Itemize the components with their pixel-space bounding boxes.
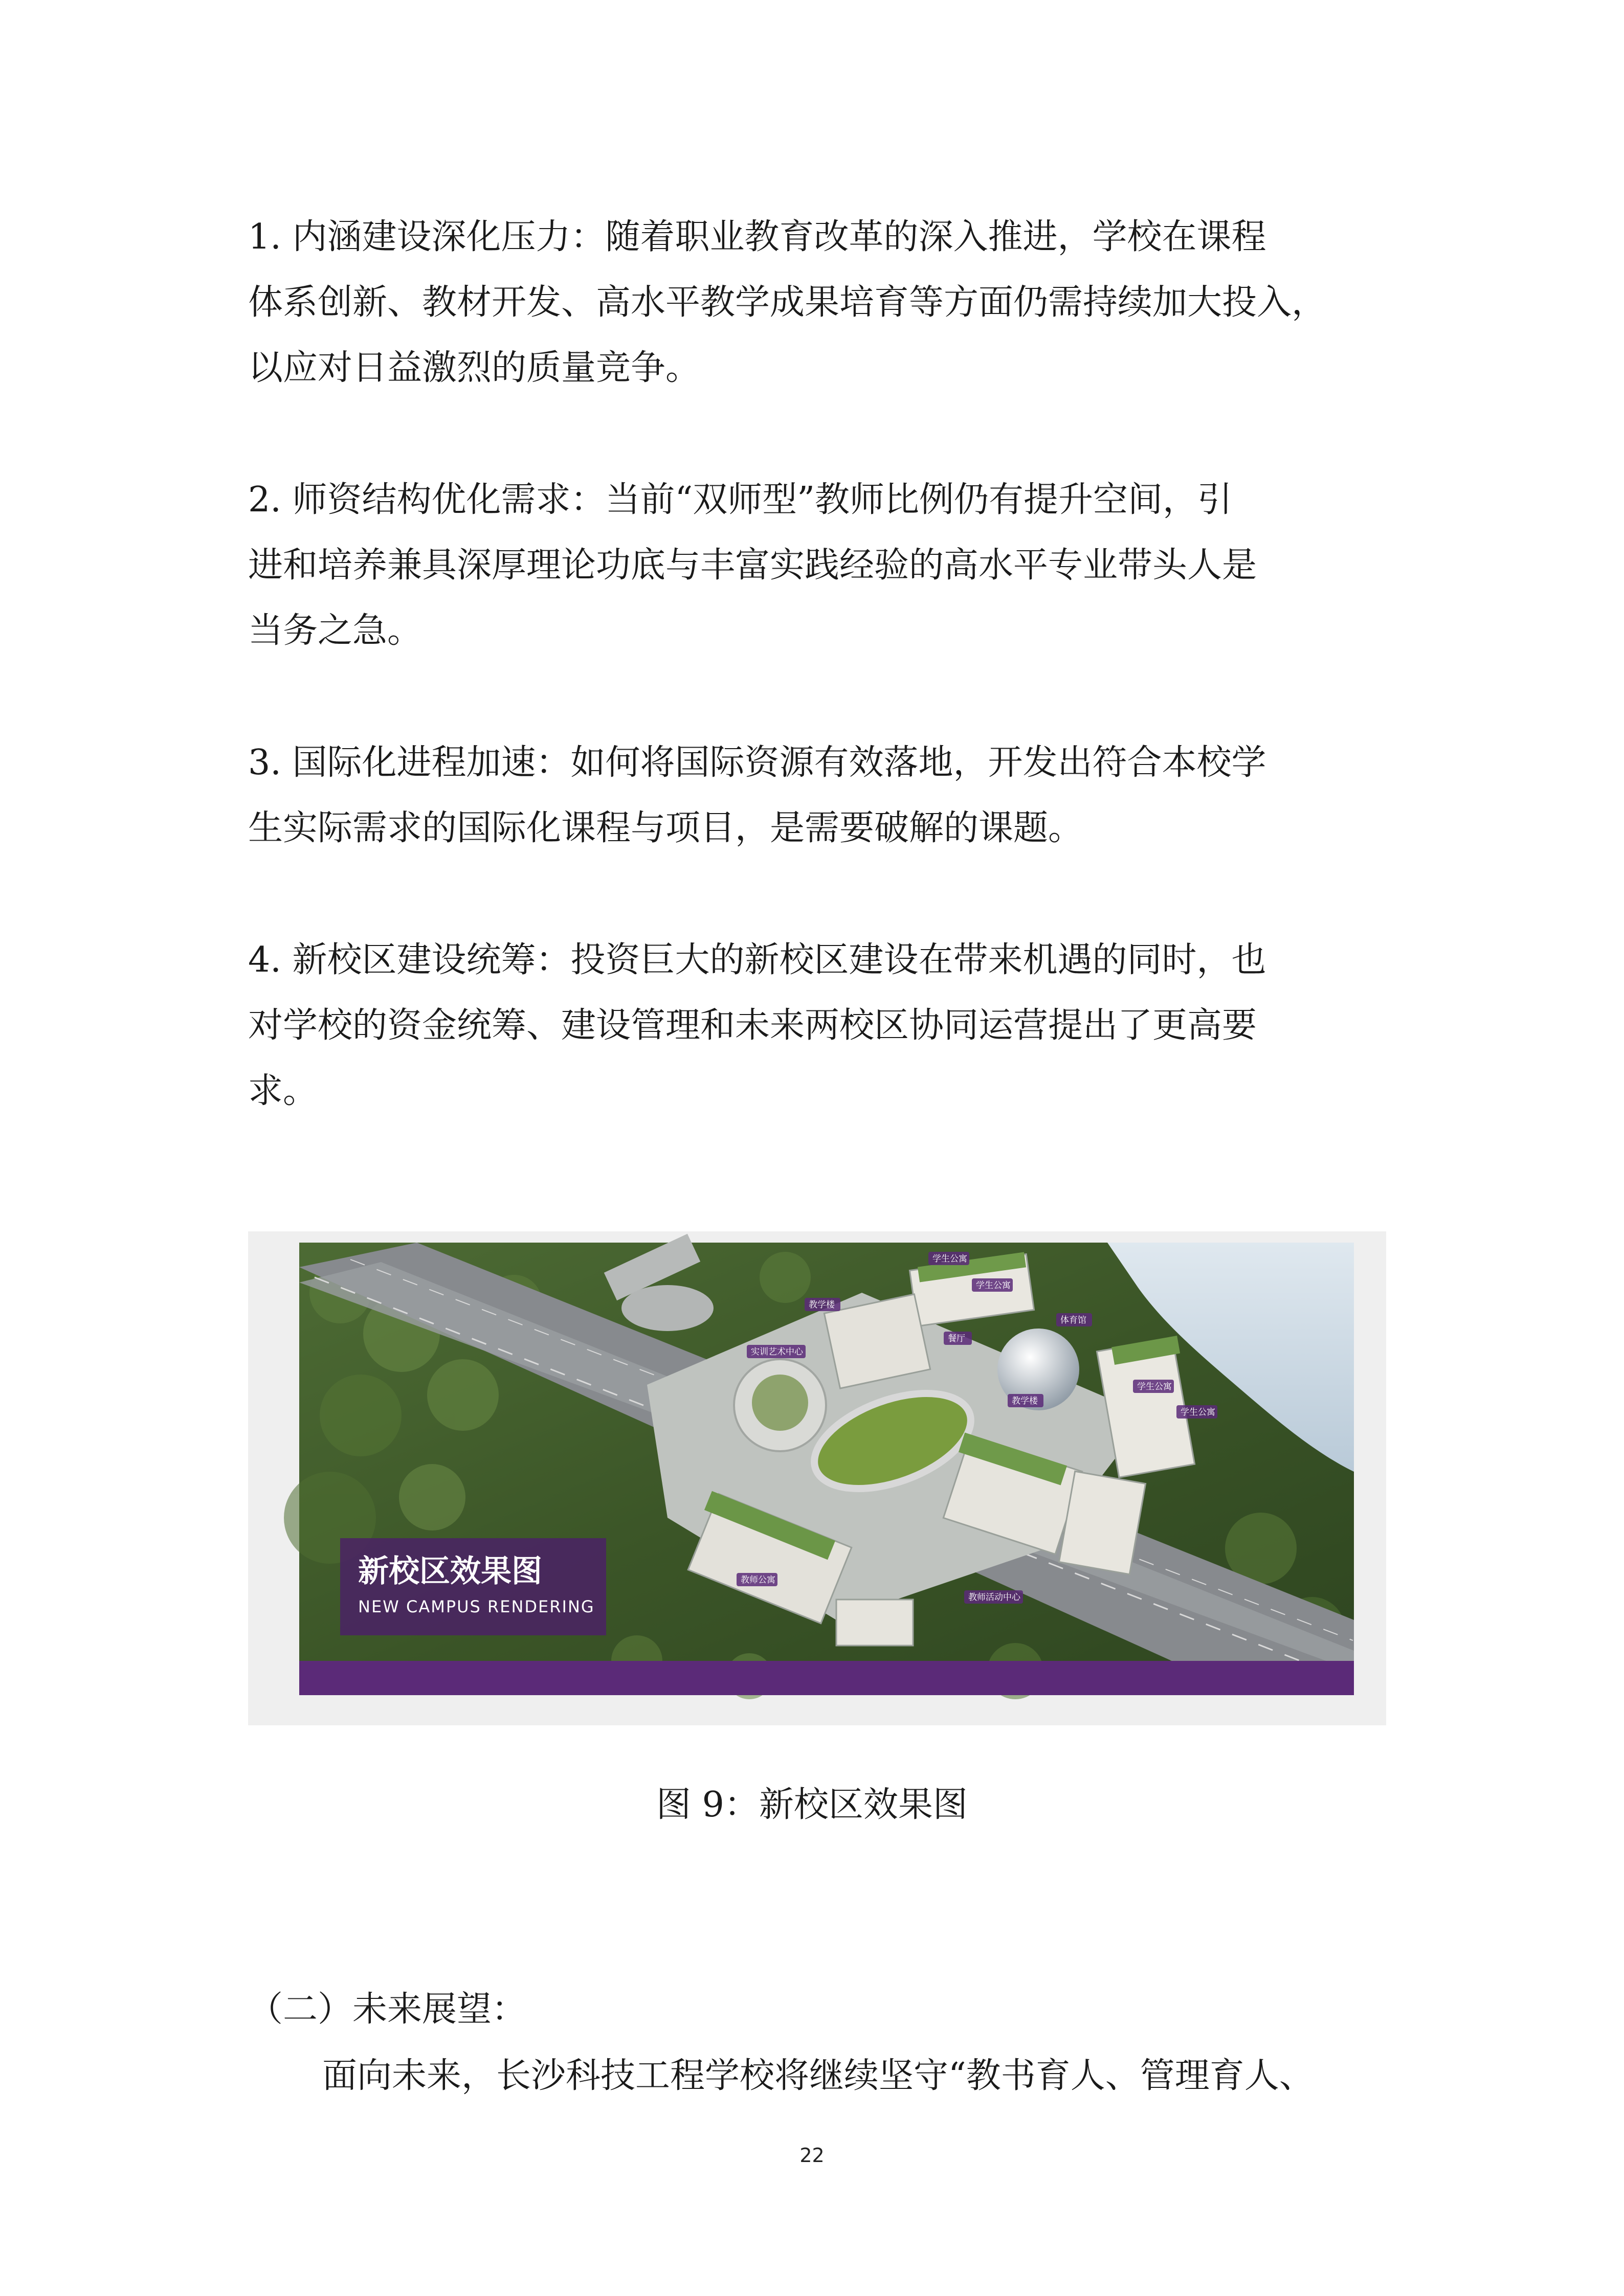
label-tag bbox=[1176, 1405, 1217, 1419]
paragraph-2 bbox=[248, 467, 1386, 664]
campus-rendering-image bbox=[248, 1231, 1386, 1725]
label-tag bbox=[1056, 1313, 1092, 1326]
building-label: 教师公寓 bbox=[741, 1575, 775, 1585]
building-label: 学生公寓 bbox=[1181, 1407, 1215, 1417]
label-tag bbox=[737, 1573, 777, 1586]
building-label: 学生公寓 bbox=[932, 1254, 967, 1264]
label-tag bbox=[805, 1298, 840, 1311]
paragraph-line: 3. 国际化进程加速：如何将国际资源有效落地，开发出符合本校学 bbox=[248, 742, 1266, 783]
building-label: 学生公寓 bbox=[976, 1280, 1011, 1291]
paragraph-line: 体系创新、教材开发、高水平教学成果培育等方面仍需持续加大投入， bbox=[248, 282, 1327, 323]
paragraph-3 bbox=[248, 730, 1386, 861]
section-heading: （二）未来展望： bbox=[248, 1989, 527, 2030]
label-tag bbox=[747, 1345, 806, 1358]
label-tag bbox=[928, 1252, 969, 1265]
building-label: 教师活动中心 bbox=[968, 1592, 1020, 1603]
figure-caption: 图 9：新校区效果图 bbox=[656, 1785, 968, 1825]
overlay-subtitle: NEW CAMPUS RENDERING bbox=[358, 1597, 595, 1616]
paragraph-line: 当务之急。 bbox=[248, 611, 422, 651]
purple-banner bbox=[299, 1661, 1354, 1695]
label-tag bbox=[964, 1590, 1023, 1604]
paragraph-line: 生实际需求的国际化课程与项目，是需要破解的课题。 bbox=[248, 808, 1083, 848]
building-label: 教学楼 bbox=[1012, 1396, 1038, 1406]
paragraph-line: 4. 新校区建设统筹：投资巨大的新校区建设在带来机遇的同时，也 bbox=[248, 940, 1266, 980]
building-label: 实训艺术中心 bbox=[751, 1347, 803, 1357]
paragraph-line: 2. 师资结构优化需求：当前“双师型”教师比例仍有提升空间，引 bbox=[248, 480, 1233, 520]
paragraph-line: 进和培养兼具深厚理论功底与丰富实践经验的高水平专业带头人是 bbox=[248, 545, 1257, 586]
paragraph-line: 以应对日益激烈的质量竞争。 bbox=[248, 348, 701, 388]
overlay-title: 新校区效果图 bbox=[358, 1554, 542, 1589]
body-paragraph-start: 面向未来，长沙科技工程学校将继续坚守“教书育人、管理育人、 bbox=[322, 2056, 1314, 2096]
building-label: 学生公寓 bbox=[1137, 1382, 1172, 1392]
building-label: 体育馆 bbox=[1060, 1315, 1086, 1325]
label-tag bbox=[1008, 1394, 1043, 1407]
building-label: 教学楼 bbox=[809, 1300, 835, 1310]
paragraph-line: 1. 内涵建设深化压力：随着职业教育改革的深入推进，学校在课程 bbox=[248, 217, 1266, 257]
building-label: 餐厅 bbox=[948, 1334, 965, 1344]
campus-rendering-figure bbox=[248, 1231, 1386, 1725]
label-tag bbox=[972, 1278, 1013, 1292]
label-tag bbox=[1133, 1380, 1174, 1393]
page-number: 22 bbox=[799, 2144, 825, 2167]
paragraph-4 bbox=[248, 928, 1386, 1124]
paragraph-1 bbox=[248, 205, 1386, 401]
paragraph-line: 对学校的资金统筹、建设管理和未来两校区协同运营提出了更高要 bbox=[248, 1005, 1257, 1046]
label-tag bbox=[944, 1332, 972, 1345]
paragraph-line: 求。 bbox=[248, 1071, 318, 1111]
